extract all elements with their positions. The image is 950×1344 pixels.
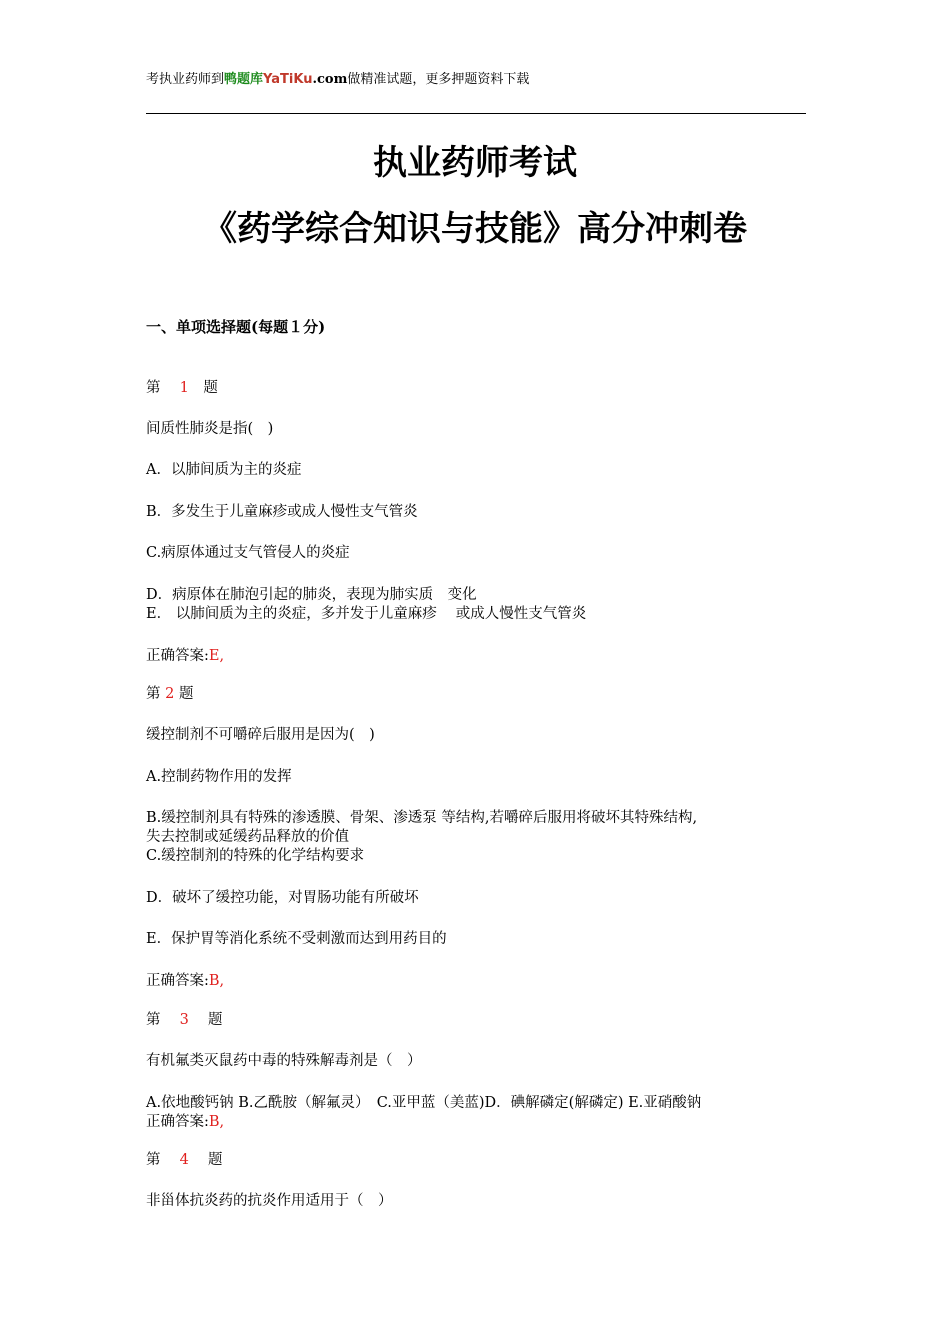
option-item: C.病原体通过支气管侵人的炎症 — [146, 545, 350, 561]
option-item: A．以肺间质为主的炎症 — [146, 462, 302, 478]
header-divider — [146, 113, 806, 114]
brand-domain[interactable]: .com — [312, 72, 348, 87]
question-stem: 有机氟类灭鼠药中毒的特殊解毒剂是（ ） — [146, 1053, 422, 1069]
option-item: 失去控制或延缓药品释放的价值 — [146, 829, 349, 845]
question-stem: 间质性肺炎是指( ) — [146, 421, 274, 437]
option-item: E． 以肺间质为主的炎症，多并发于儿童麻疹 或成人慢性支气管炎 — [146, 606, 587, 622]
section-heading: 一、单项选择题(每题１分) — [146, 318, 326, 336]
question-number: 3 — [179, 1012, 189, 1028]
option-item: C.缓控制剂的特殊的化学结构要求 — [146, 848, 365, 864]
question-label: 第 2 题 — [146, 686, 194, 702]
header-prefix: 考执业药师到 — [146, 72, 225, 87]
option-item: D．破坏了缓控功能，对胃肠功能有所破坏 — [146, 890, 419, 906]
question-label: 第 1 题 — [146, 380, 218, 396]
answer-label: 正确答案: — [146, 1114, 209, 1130]
document-title-line2: 《药学综合知识与技能》高分冲刺卷 — [203, 209, 747, 249]
answer-line — [146, 971, 224, 991]
answer-line — [146, 1112, 224, 1132]
option-item: A.控制药物作用的发挥 — [146, 769, 292, 785]
question-label: 第 4 题 — [146, 1152, 223, 1168]
question-label: 第 3 题 — [146, 1012, 223, 1028]
header-suffix: 做精准试题，更多押题资料下载 — [347, 72, 530, 87]
option-item: D．病原体在肺泡引起的肺炎，表现为肺实质 变化 — [146, 587, 477, 603]
answer-line — [146, 646, 224, 666]
option-item: A.依地酸钙钠 B.乙酰胺（解氟灵） C.亚甲蓝（美蓝)D．碘解磷定(解磷定) E.亚硝酸钠 — [146, 1095, 702, 1111]
question-number: 1 — [179, 380, 189, 396]
answer-value: B, — [208, 973, 225, 989]
document-title-line1: 执业药师考试 — [373, 143, 577, 183]
answer-label: 正确答案: — [146, 973, 209, 989]
question-stem: 非甾体抗炎药的抗炎作用适用于（ ） — [146, 1193, 393, 1209]
option-item: B．多发生于儿童麻疹或成人慢性支气管炎 — [146, 504, 418, 520]
option-item: B.缓控制剂具有特殊的渗透膜、骨架、渗透泵 等结构,若嚼碎后服用将破坏其特殊结构, — [146, 810, 698, 826]
answer-value: B, — [208, 1114, 225, 1130]
page-header — [146, 71, 529, 89]
brand-name-en[interactable]: YaTiKu — [263, 72, 313, 87]
option-item: E．保护胃等消化系统不受刺激而达到用药目的 — [146, 931, 447, 947]
answer-label: 正确答案: — [146, 648, 209, 664]
answer-value: E, — [208, 648, 225, 664]
question-number: 4 — [179, 1152, 189, 1168]
question-stem: 缓控制剂不可嚼碎后服用是因为( ) — [146, 727, 375, 743]
brand-name-cn[interactable]: 鸭题库 — [224, 72, 264, 87]
question-number: 2 — [165, 686, 175, 702]
